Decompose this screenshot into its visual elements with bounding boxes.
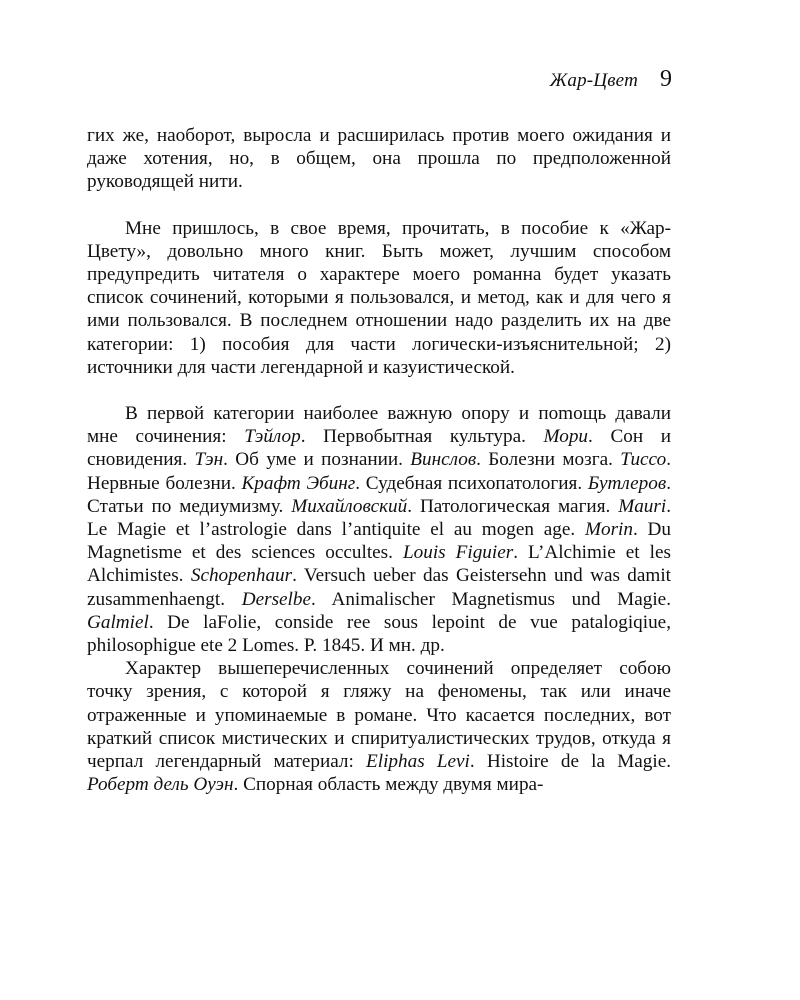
author-name: Роберт дель Оуэн <box>87 774 234 796</box>
paragraph-reading-list-intro: Мне пришлось, в свое время, прочитать, в пособие к «Жар-Цвету», довольно много книг. Быть может, лучшим способом предупредить читателя о характере моего романна будет указать список сочинений, которыми я пользовался, и метод, как и для чего я ими пользовался. В последнем отношении надо разделить их на две категории: 1) пособия для части логически-изъяснительной; 2) источники для части легендарной и казуистической. <box>87 217 671 378</box>
author-name: Derselbe <box>241 588 311 610</box>
author-name: Крафт Эбинг <box>241 472 356 494</box>
author-name: Тиссо <box>620 449 667 471</box>
author-name: Тэйлор <box>244 426 301 448</box>
paragraph-text: . Histoire de la Magie. <box>469 751 672 773</box>
paragraph-text: . Судебная психопатология. <box>355 472 588 494</box>
author-name: Винслов <box>410 449 477 471</box>
author-name: Louis Figuier <box>402 542 514 564</box>
paragraph-text: В первой категории наиболее важную опору и поmощь давали мне сочинения: <box>87 403 671 448</box>
author-name: Eliphas Levi <box>366 751 470 773</box>
author-name: Мори <box>543 426 589 448</box>
author-name: Тэн <box>194 449 224 471</box>
author-name: Schopenhaur <box>190 565 293 587</box>
running-title: Жар-Цвет <box>549 70 638 91</box>
author-name: Morin <box>585 519 633 541</box>
paragraph-continuation: гих же, наоборот, выросла и расширилась против моего ожидания и даже хотения, но, в общем, она прошла по предположенной руководящей нити. <box>87 125 671 193</box>
paragraph-first-category <box>87 402 671 657</box>
author-name: Бутлеров <box>587 472 667 494</box>
paragraph-text: . Об уме и познании. <box>223 449 411 471</box>
paragraph-text: . Сон и сновидения. <box>87 426 671 471</box>
paragraph-text: . Нервные болезни. <box>87 449 671 494</box>
paragraph-text: . Animalischer Magnetismus und Magie. <box>311 588 671 610</box>
paragraph-text: . Первобытная культура. <box>300 426 544 448</box>
paragraph-text: . Спорная область между двумя мира- <box>233 774 544 796</box>
paragraph-text: . Патологическая магия. <box>407 495 619 517</box>
author-name: Galmiel <box>87 611 149 633</box>
author-name: Михайловский <box>291 495 408 517</box>
paragraph-text: . Le Magie et l’astrologie dans l’antiquite el au mogen age. <box>87 495 671 541</box>
text-body <box>87 124 671 796</box>
paragraph-text: . Статьи по медиумизму. <box>87 472 671 517</box>
paragraph-text: . Du Magnetisme et des sciences occultes. <box>87 519 672 564</box>
running-head <box>550 66 672 93</box>
paragraph-text: . Versuch ueber das Geistersehn und was damit zusammenhaengt. <box>87 565 672 610</box>
paragraph-second-category <box>87 657 671 796</box>
paragraph-text: Характер вышеперечисленных сочинений определяет собою точку зрения, с которой я гляжу на феномены, так или иначе отраженные и упоминаемые в романе. Что касается последних, вот краткий список мистических и спиритуалистических трудов, откуда я черпал легендарный материал: <box>87 658 671 773</box>
page-number: 9 <box>660 66 672 92</box>
paragraph-text: . L’Alchimie et les Alchimistes. <box>87 542 671 587</box>
paragraph-text: . Болезни мозга. <box>476 449 621 471</box>
author-name: Mauri <box>618 495 667 517</box>
paragraph-text: . De laFolie, conside ree sous lepoint de vue patalogiqiue, philosophigue ete 2 Lomes. P. 1845. И мн. др. <box>87 611 671 657</box>
